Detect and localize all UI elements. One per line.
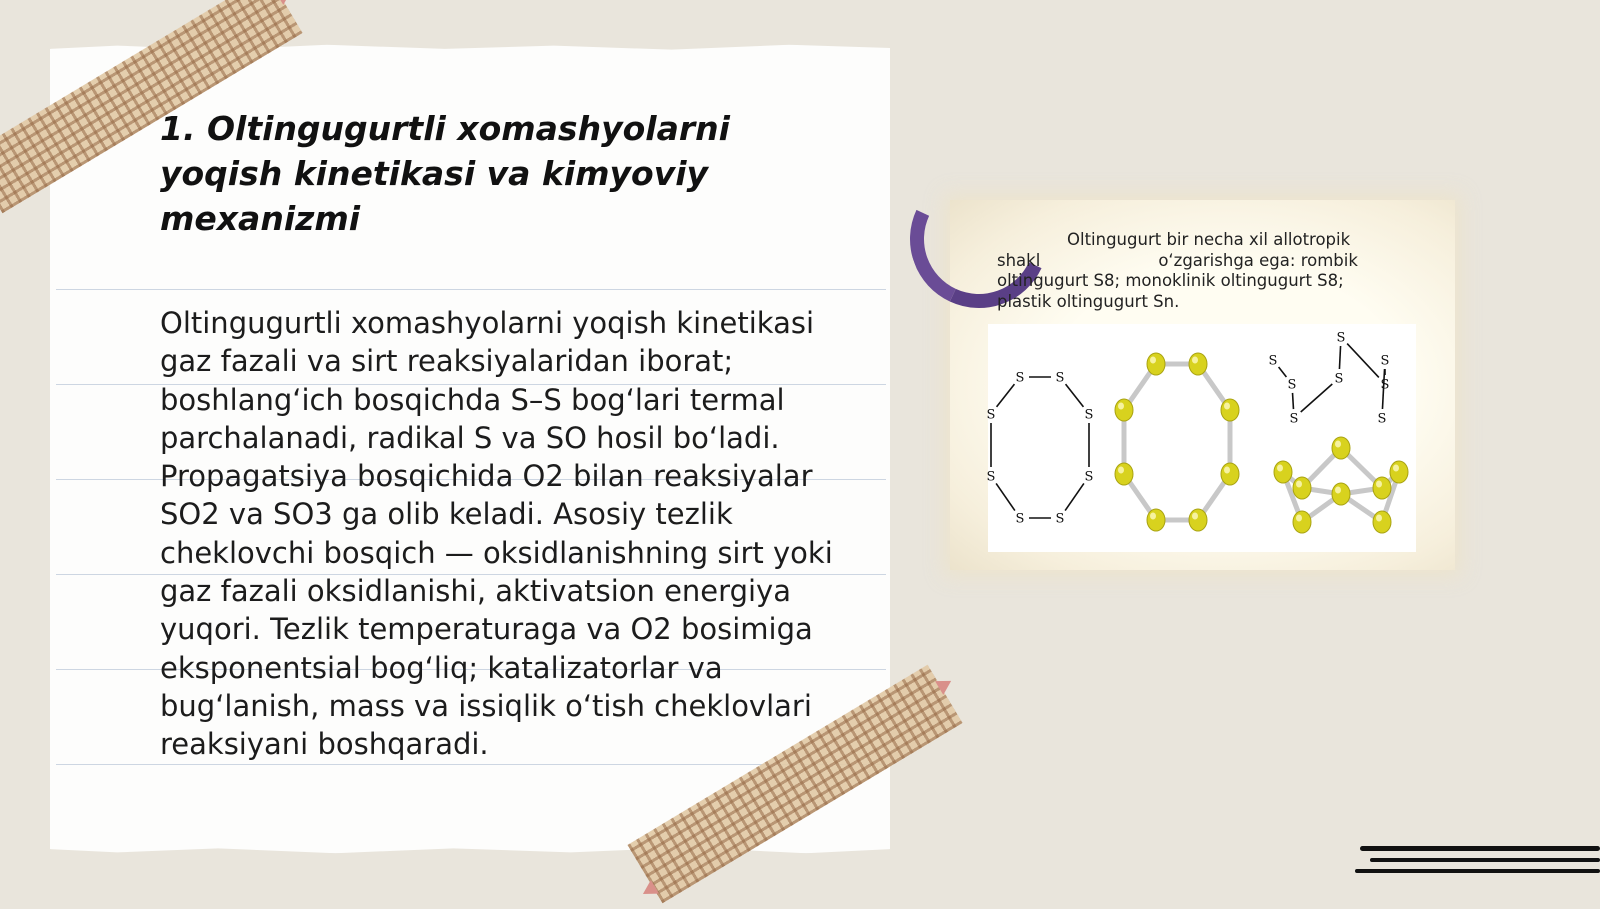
atom-highlight — [1277, 465, 1283, 472]
sulfur-atom — [1147, 509, 1165, 531]
sulfur-atom — [1373, 477, 1391, 499]
brush-stroke — [1370, 858, 1600, 862]
atom-label: S — [1084, 407, 1094, 423]
crown-ball-stick-structure — [1274, 437, 1408, 533]
bond-line — [996, 483, 1015, 510]
atom-label: S — [1289, 411, 1299, 427]
sulfur-atom — [1115, 399, 1133, 421]
atom-label: S — [1287, 377, 1297, 393]
ring-line-structure — [991, 377, 1089, 518]
brush-stroke — [1360, 846, 1600, 851]
bond-line — [997, 384, 1015, 407]
sulfur-atom — [1147, 353, 1165, 375]
atom-highlight — [1296, 515, 1302, 522]
atom-highlight — [1150, 513, 1156, 520]
atom-label: S — [1015, 511, 1025, 527]
bond-line — [1347, 344, 1379, 378]
sulfur-atom — [1221, 463, 1239, 485]
atom-highlight — [1224, 403, 1230, 410]
sulfur-atom — [1274, 461, 1292, 483]
sulfur-atom — [1293, 511, 1311, 533]
atom-label: S — [986, 407, 996, 423]
caption-line: Oltingugurt bir necha xil allotropik — [1067, 230, 1351, 249]
atom-highlight — [1118, 403, 1124, 410]
atom-highlight — [1118, 467, 1124, 474]
bond-line — [1339, 346, 1340, 369]
atom-highlight — [1393, 465, 1399, 472]
atom-label: S — [1377, 411, 1387, 427]
sulfur-atom — [1332, 437, 1350, 459]
bond-line — [1301, 384, 1333, 412]
caption-line: plastik oltingugurt Sn. — [997, 291, 1180, 311]
bond-line — [1065, 483, 1084, 510]
atom-label: S — [1380, 353, 1390, 369]
atom-highlight — [1224, 467, 1230, 474]
sulfur-atom — [1115, 463, 1133, 485]
caption-line: oltingugurt S8; monoklinik oltingugurt S8; — [997, 271, 1344, 290]
bond-line — [1279, 367, 1287, 377]
atom-label: S — [1015, 370, 1025, 386]
allotropes-image — [950, 200, 1455, 570]
atom-label: S — [1336, 330, 1346, 346]
atom-label: S — [1055, 511, 1065, 527]
atom-highlight — [1335, 441, 1341, 448]
sulfur-atom — [1189, 509, 1207, 531]
bond-line — [1293, 393, 1294, 409]
atom-highlight — [1150, 357, 1156, 364]
brush-stroke — [1355, 869, 1600, 873]
atom-label: S — [1268, 353, 1278, 369]
ring-atom-labels — [987, 371, 1094, 527]
caption-word: oʻzgarishga ega: rombik — [1158, 250, 1358, 270]
sulfur-atom — [1332, 483, 1350, 505]
caption-word: shakl — [997, 250, 1041, 270]
brush-strokes-decoration — [1350, 842, 1600, 882]
atom-highlight — [1376, 515, 1382, 522]
slide-body-text: Oltingugurtli xomashyolarni yoqish kinetikasi gaz fazali va sirt reaksiyalaridan iborat; boshlangʻich bosqichda S–S bogʻlari termal parchalanadi, radikal S va SO hosil boʻladi. Propagatsiya bosqichida O2 bilan reaksiyalar SO2 va SO3 ga olib keladi. Asosiy tezlik cheklovchi bosqich — oksidlanishning sirt yoki gaz fazali oksidlanishi, aktivatsion energiya yuqori. Tezlik temperaturaga va O2 bosimiga eksponentsial bogʻliq; katalizatorlar va bugʻlanish, mass va issiqlik oʻtish cheklovlari reaksiyani boshqaradi. — [160, 306, 833, 762]
molecule-diagrams-panel — [988, 324, 1416, 552]
atom-highlight — [1376, 481, 1382, 488]
crown-atom-labels — [1269, 331, 1390, 427]
sulfur-atom — [1390, 461, 1408, 483]
atom-highlight — [1192, 357, 1198, 364]
sulfur-atom — [1373, 511, 1391, 533]
sulfur-atom — [1293, 477, 1311, 499]
atom-label: S — [1084, 469, 1094, 485]
sulfur-atom — [1189, 353, 1207, 375]
atom-highlight — [1296, 481, 1302, 488]
caption-line — [997, 251, 1417, 272]
atom-label: S — [1334, 371, 1344, 387]
atom-highlight — [1192, 513, 1198, 520]
ring-ball-stick-structure — [1115, 353, 1239, 531]
bond-line — [1066, 384, 1084, 407]
paper-rule-line — [56, 289, 886, 290]
sulfur-allotrope-structures — [988, 324, 1416, 552]
sulfur-atom — [1221, 399, 1239, 421]
image-caption — [997, 230, 1417, 312]
atom-label: S — [1055, 370, 1065, 386]
atom-label: S — [986, 469, 996, 485]
slide-title: 1. Oltingugurtli xomashyolarni yoqish kinetikasi va kimyoviy mexanizmi — [160, 109, 730, 238]
atom-label: S — [1380, 377, 1390, 393]
atom-highlight — [1335, 487, 1341, 494]
